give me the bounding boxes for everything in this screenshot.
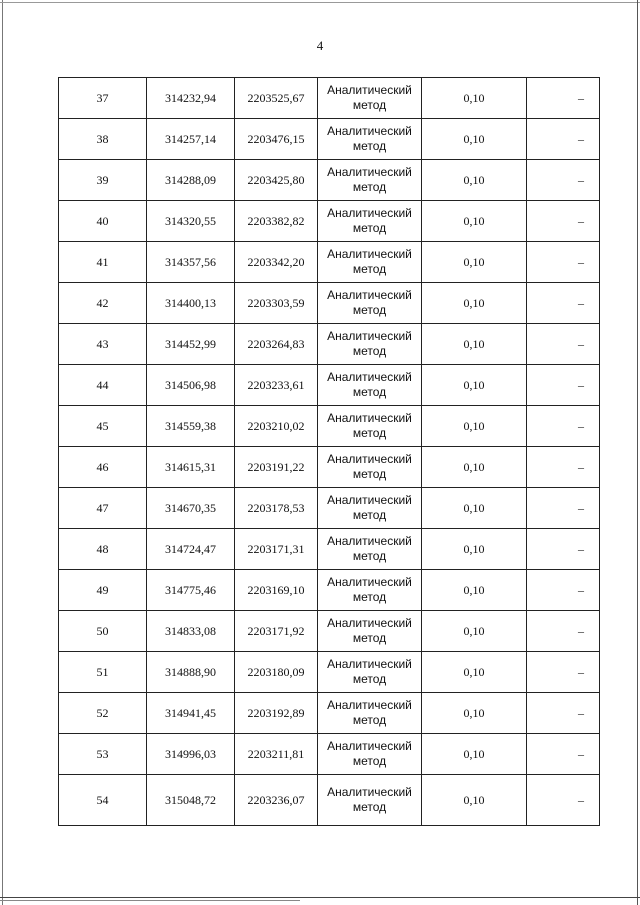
x-coordinate-cell: 314888,90 — [147, 652, 235, 693]
point-number-cell: 44 — [59, 365, 147, 406]
x-coordinate-cell: 314452,99 — [147, 324, 235, 365]
accuracy-cell: 0,10 — [422, 652, 527, 693]
accuracy-cell: 0,10 — [422, 611, 527, 652]
table-row — [59, 406, 600, 447]
table-row — [59, 570, 600, 611]
note-text: – — [578, 664, 584, 679]
method-cell — [318, 119, 422, 160]
y-coordinate-cell: 2203192,89 — [235, 693, 318, 734]
y-coordinate-cell: 2203264,83 — [235, 324, 318, 365]
note-text: – — [578, 705, 584, 720]
y-coordinate-cell: 2203171,92 — [235, 611, 318, 652]
y-coordinate-cell: 2203210,02 — [235, 406, 318, 447]
note-text: – — [578, 459, 584, 474]
note-text: – — [578, 295, 584, 310]
page-edge-right — [637, 0, 638, 905]
accuracy-cell: 0,10 — [422, 693, 527, 734]
method-cell — [318, 447, 422, 488]
y-coordinate-cell: 2203425,80 — [235, 160, 318, 201]
y-coordinate-cell: 2203178,53 — [235, 488, 318, 529]
x-coordinate-cell: 314996,03 — [147, 734, 235, 775]
y-coordinate-cell: 2203303,59 — [235, 283, 318, 324]
note-cell — [527, 324, 600, 365]
point-number-cell: 38 — [59, 119, 147, 160]
table-row — [59, 447, 600, 488]
note-cell — [527, 488, 600, 529]
point-number-cell: 41 — [59, 242, 147, 283]
y-coordinate-cell: 2203382,82 — [235, 201, 318, 242]
page-edge-top — [0, 2, 640, 3]
x-coordinate-cell: 314257,14 — [147, 119, 235, 160]
note-cell — [527, 242, 600, 283]
method-text: Аналитический метод — [327, 785, 412, 814]
method-text: Аналитический метод — [327, 452, 412, 481]
point-number-cell: 42 — [59, 283, 147, 324]
note-text: – — [578, 541, 584, 556]
point-number-cell: 43 — [59, 324, 147, 365]
method-cell — [318, 693, 422, 734]
bottom-rule-secondary — [0, 900, 300, 901]
accuracy-cell: 0,10 — [422, 283, 527, 324]
x-coordinate-cell: 314232,94 — [147, 78, 235, 119]
method-cell — [318, 283, 422, 324]
note-cell — [527, 365, 600, 406]
x-coordinate-cell: 314506,98 — [147, 365, 235, 406]
x-coordinate-cell: 314775,46 — [147, 570, 235, 611]
method-cell — [318, 406, 422, 447]
accuracy-cell: 0,10 — [422, 529, 527, 570]
method-text: Аналитический метод — [327, 370, 412, 399]
point-number-cell: 39 — [59, 160, 147, 201]
bottom-rule — [0, 897, 640, 898]
y-coordinate-cell: 2203342,20 — [235, 242, 318, 283]
x-coordinate-cell: 315048,72 — [147, 775, 235, 826]
note-text: – — [578, 418, 584, 433]
table-row — [59, 488, 600, 529]
accuracy-cell: 0,10 — [422, 734, 527, 775]
x-coordinate-cell: 314357,56 — [147, 242, 235, 283]
method-cell — [318, 201, 422, 242]
table-row — [59, 365, 600, 406]
note-text: – — [578, 623, 584, 638]
x-coordinate-cell: 314670,35 — [147, 488, 235, 529]
method-text: Аналитический метод — [327, 83, 412, 112]
note-text: – — [578, 377, 584, 392]
y-coordinate-cell: 2203169,10 — [235, 570, 318, 611]
y-coordinate-cell: 2203171,31 — [235, 529, 318, 570]
point-number-cell: 53 — [59, 734, 147, 775]
note-text: – — [578, 500, 584, 515]
note-cell — [527, 406, 600, 447]
note-text: – — [578, 336, 584, 351]
note-cell — [527, 775, 600, 826]
method-cell — [318, 324, 422, 365]
table-row — [59, 160, 600, 201]
note-cell — [527, 529, 600, 570]
method-text: Аналитический метод — [327, 698, 412, 727]
point-number-cell: 50 — [59, 611, 147, 652]
y-coordinate-cell: 2203233,61 — [235, 365, 318, 406]
method-cell — [318, 775, 422, 826]
table-row — [59, 734, 600, 775]
method-text: Аналитический метод — [327, 739, 412, 768]
table-row — [59, 775, 600, 826]
accuracy-cell: 0,10 — [422, 406, 527, 447]
method-text: Аналитический метод — [327, 657, 412, 686]
page-edge-left — [2, 0, 3, 905]
y-coordinate-cell: 2203525,67 — [235, 78, 318, 119]
method-cell — [318, 365, 422, 406]
point-number-cell: 40 — [59, 201, 147, 242]
point-number-cell: 45 — [59, 406, 147, 447]
note-cell — [527, 570, 600, 611]
note-cell — [527, 611, 600, 652]
table-row — [59, 324, 600, 365]
method-text: Аналитический метод — [327, 247, 412, 276]
table-row — [59, 78, 600, 119]
y-coordinate-cell: 2203211,81 — [235, 734, 318, 775]
table-row — [59, 652, 600, 693]
x-coordinate-cell: 314833,08 — [147, 611, 235, 652]
accuracy-cell: 0,10 — [422, 570, 527, 611]
note-cell — [527, 201, 600, 242]
accuracy-cell: 0,10 — [422, 365, 527, 406]
note-cell — [527, 652, 600, 693]
note-cell — [527, 78, 600, 119]
method-text: Аналитический метод — [327, 616, 412, 645]
method-cell — [318, 611, 422, 652]
method-cell — [318, 488, 422, 529]
note-text: – — [578, 582, 584, 597]
point-number-cell: 49 — [59, 570, 147, 611]
point-number-cell: 51 — [59, 652, 147, 693]
method-text: Аналитический метод — [327, 206, 412, 235]
x-coordinate-cell: 314941,45 — [147, 693, 235, 734]
accuracy-cell: 0,10 — [422, 119, 527, 160]
note-cell — [527, 283, 600, 324]
note-cell — [527, 693, 600, 734]
method-text: Аналитический метод — [327, 534, 412, 563]
x-coordinate-cell: 314320,55 — [147, 201, 235, 242]
x-coordinate-cell: 314724,47 — [147, 529, 235, 570]
note-text: – — [578, 131, 584, 146]
coordinates-table — [58, 77, 600, 826]
note-text: – — [578, 254, 584, 269]
accuracy-cell: 0,10 — [422, 78, 527, 119]
y-coordinate-cell: 2203476,15 — [235, 119, 318, 160]
note-text: – — [578, 213, 584, 228]
method-text: Аналитический метод — [327, 411, 412, 440]
accuracy-cell: 0,10 — [422, 201, 527, 242]
method-cell — [318, 734, 422, 775]
accuracy-cell: 0,10 — [422, 160, 527, 201]
table-row — [59, 611, 600, 652]
table-row — [59, 201, 600, 242]
note-text: – — [578, 746, 584, 761]
accuracy-cell: 0,10 — [422, 488, 527, 529]
y-coordinate-cell: 2203191,22 — [235, 447, 318, 488]
table-row — [59, 119, 600, 160]
method-cell — [318, 652, 422, 693]
method-text: Аналитический метод — [327, 288, 412, 317]
point-number-cell: 37 — [59, 78, 147, 119]
table-body — [59, 78, 600, 826]
method-cell — [318, 242, 422, 283]
note-cell — [527, 734, 600, 775]
accuracy-cell: 0,10 — [422, 775, 527, 826]
x-coordinate-cell: 314559,38 — [147, 406, 235, 447]
point-number-cell: 52 — [59, 693, 147, 734]
accuracy-cell: 0,10 — [422, 324, 527, 365]
y-coordinate-cell: 2203180,09 — [235, 652, 318, 693]
note-cell — [527, 160, 600, 201]
note-text: – — [578, 792, 584, 807]
method-cell — [318, 570, 422, 611]
accuracy-cell: 0,10 — [422, 242, 527, 283]
note-cell — [527, 447, 600, 488]
note-text: – — [578, 172, 584, 187]
method-text: Аналитический метод — [327, 493, 412, 522]
method-text: Аналитический метод — [327, 124, 412, 153]
table-row — [59, 242, 600, 283]
table-row — [59, 283, 600, 324]
point-number-cell: 48 — [59, 529, 147, 570]
table-row — [59, 529, 600, 570]
point-number-cell: 47 — [59, 488, 147, 529]
y-coordinate-cell: 2203236,07 — [235, 775, 318, 826]
method-cell — [318, 78, 422, 119]
note-cell — [527, 119, 600, 160]
method-text: Аналитический метод — [327, 329, 412, 358]
x-coordinate-cell: 314615,31 — [147, 447, 235, 488]
table-row — [59, 693, 600, 734]
point-number-cell: 46 — [59, 447, 147, 488]
method-text: Аналитический метод — [327, 165, 412, 194]
x-coordinate-cell: 314400,13 — [147, 283, 235, 324]
page-number: 4 — [316, 38, 324, 53]
note-text: – — [578, 90, 584, 105]
point-number-cell: 54 — [59, 775, 147, 826]
accuracy-cell: 0,10 — [422, 447, 527, 488]
method-cell — [318, 529, 422, 570]
method-text: Аналитический метод — [327, 575, 412, 604]
method-cell — [318, 160, 422, 201]
x-coordinate-cell: 314288,09 — [147, 160, 235, 201]
